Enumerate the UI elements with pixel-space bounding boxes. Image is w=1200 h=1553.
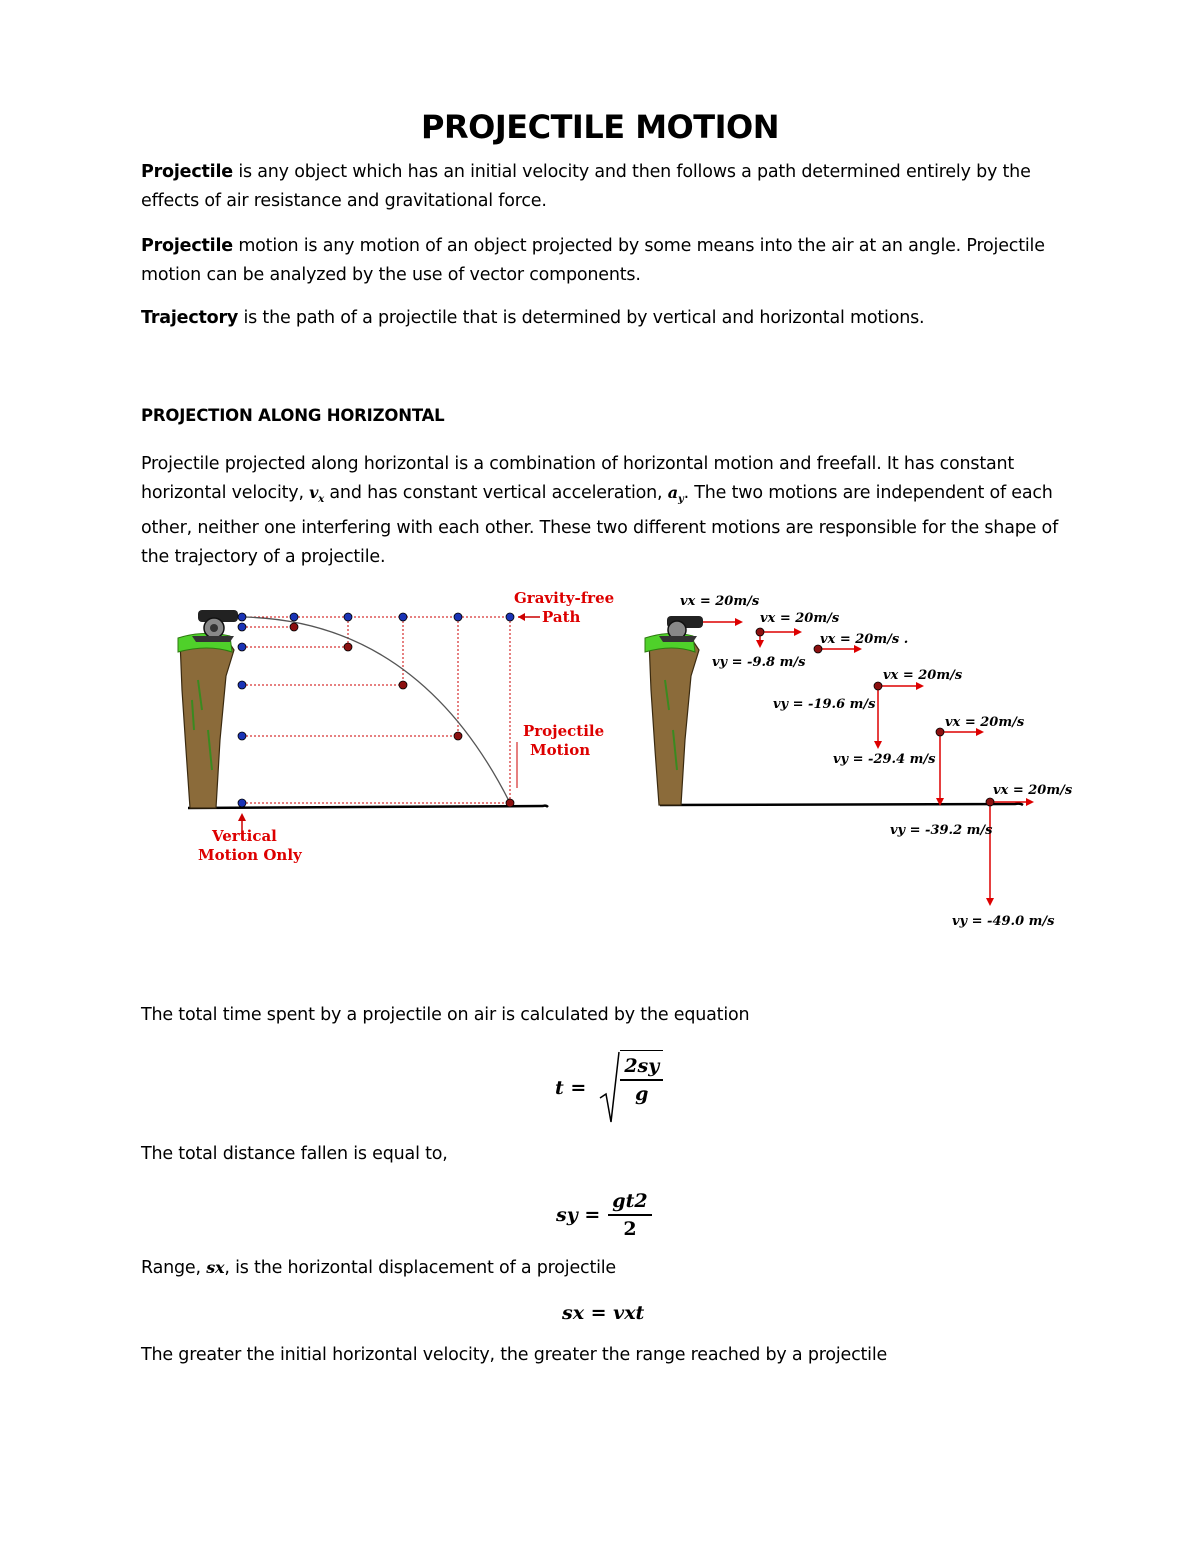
distance-equation-intro: The total distance fallen is equal to, (141, 1144, 448, 1164)
time-lhs: t = (555, 1076, 587, 1099)
trajectory-text: is the path of a projectile that is determined by vertical and horizontal motions. (238, 308, 925, 328)
projectile-label: Projectile (523, 722, 605, 740)
horizontal-guide-lines (242, 617, 510, 803)
term-projectile: Projectile (141, 162, 233, 182)
distance-equation (556, 1190, 652, 1240)
paragraph-part-3: . The two motions are independent of each other, neither one interfering with each other. These two different motions are responsible for the shape of the trajectory of a projectile. (141, 482, 1059, 567)
ground-line (660, 804, 1023, 805)
motion-only-label: Motion Only (198, 846, 302, 864)
square-root (598, 1050, 663, 1125)
section-heading: PROJECTION ALONG HORIZONTAL (141, 406, 445, 425)
time-equation (555, 1050, 663, 1125)
velocity-components-diagram (635, 580, 1105, 935)
distance-denominator: 2 (623, 1218, 637, 1240)
vy-label-2: vy = -29.4 m/s (833, 752, 936, 767)
ay-symbol: $a_y$ (667, 482, 684, 505)
radical-sign-icon (598, 1050, 620, 1125)
gravity-free-label: Gravity-free (514, 589, 615, 607)
vy-label-3: vy = -39.2 m/s (890, 823, 993, 838)
time-denominator: g (635, 1083, 649, 1105)
vx-label-4: vx = 20m/s (945, 715, 1025, 730)
projectile-motion-text: motion is any motion of an object projected by some means into the air at an angle. Projectile motion can be analyzed by the use of vector components. (141, 236, 1045, 285)
range-intro (141, 1258, 616, 1278)
vx-label-1: vx = 20m/s (760, 611, 840, 626)
paragraph-part-2: and has constant vertical acceleration, (324, 482, 668, 503)
distance-lhs: sy = (556, 1204, 601, 1226)
vy-label-1: vy = -19.6 m/s (773, 697, 876, 712)
range-equation: sx = vxt (562, 1302, 645, 1324)
vx-label-5: vx = 20m/s (993, 783, 1073, 798)
vy-label-4: vy = -49.0 m/s (952, 914, 1055, 929)
path-label: Path (542, 608, 581, 626)
vy-label-0: vy = -9.8 m/s (712, 655, 806, 670)
vx-label-0: vx = 20m/s (680, 594, 760, 609)
gravity-free-path-diagram (168, 580, 628, 870)
horizontal-projection-paragraph (141, 450, 1071, 571)
paragraph-part-1: Projectile projected along horizontal is a combination of horizontal motion and freefall. It has constant horizontal velocity, (141, 454, 1015, 503)
page-title: PROJECTILE MOTION (421, 108, 779, 146)
trajectory-definition (141, 304, 1071, 333)
projectile-definition (141, 158, 1071, 215)
trajectory-curve (242, 617, 510, 803)
term-trajectory: Trajectory (141, 308, 239, 328)
projectile-definition-text: is any object which has an initial velocity and then follows a path determined entirely by the effects of air resistance and gravitational force. (141, 162, 1031, 211)
cannon-icon (192, 610, 238, 642)
cliff-icon (645, 633, 699, 805)
time-numerator: 2sy (620, 1055, 663, 1081)
vx-label-2: vx = 20m/s . (820, 632, 909, 647)
motion-label: Motion (530, 741, 591, 759)
closing-statement: The greater the initial horizontal velocity, the greater the range reached by a projectile (141, 1345, 888, 1365)
range-intro-part-1: Range, (141, 1258, 207, 1278)
cannon-icon (659, 616, 703, 642)
range-intro-part-2: , is the horizontal displacement of a projectile (224, 1258, 617, 1278)
vertical-label: Vertical (212, 827, 277, 845)
term-projectile-motion: Projectile (141, 236, 233, 256)
vx-label-3: vx = 20m/s (883, 668, 963, 683)
vx-symbol: $v_x$ (309, 482, 325, 505)
cliff-icon (178, 633, 234, 808)
range-symbol: sx (206, 1258, 225, 1277)
distance-numerator: gt2 (608, 1190, 651, 1216)
projectile-motion-dots (290, 623, 514, 807)
projectile-motion-definition (141, 232, 1071, 289)
vertical-motion-dots (238, 623, 246, 807)
time-equation-intro: The total time spent by a projectile on air is calculated by the equation (141, 1005, 750, 1025)
